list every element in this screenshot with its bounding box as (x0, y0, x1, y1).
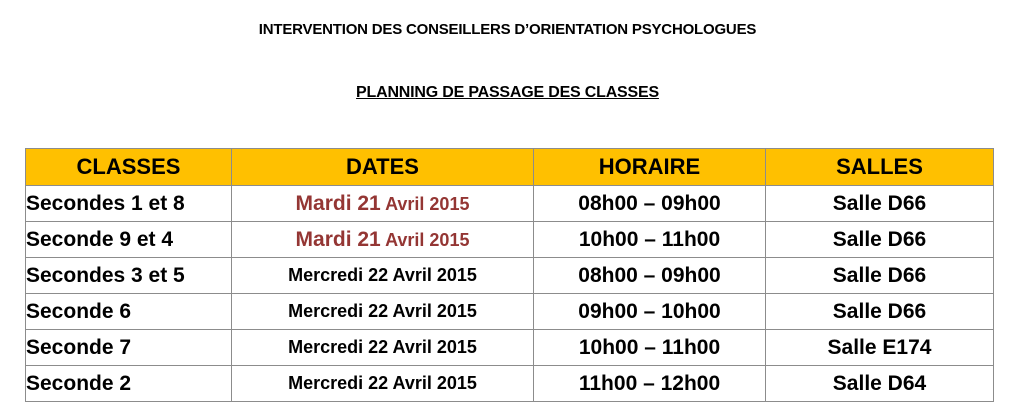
cell-classe: Secondes 3 et 5 (26, 258, 232, 294)
cell-horaire: 08h00 – 09h00 (534, 258, 766, 294)
date-rest: Avril 2015 (380, 229, 470, 250)
cell-horaire: 10h00 – 11h00 (534, 330, 766, 366)
cell-date (232, 258, 534, 294)
date-main: Mercredi 22 Avril 2015 (288, 265, 477, 285)
cell-horaire: 09h00 – 10h00 (534, 294, 766, 330)
date-main: Mercredi 22 Avril 2015 (288, 337, 477, 357)
cell-date (232, 294, 534, 330)
cell-salle: Salle D66 (766, 186, 994, 222)
date-rest: Avril 2015 (380, 193, 470, 214)
table-row (26, 186, 994, 222)
cell-date (232, 366, 534, 402)
cell-salle: Salle D66 (766, 294, 994, 330)
cell-salle: Salle D64 (766, 366, 994, 402)
cell-date (232, 222, 534, 258)
cell-salle: Salle E174 (766, 330, 994, 366)
cell-salle: Salle D66 (766, 258, 994, 294)
document-subtitle: PLANNING DE PASSAGE DES CLASSES (356, 84, 659, 101)
cell-classe: Seconde 9 et 4 (26, 222, 232, 258)
cell-salle: Salle D66 (766, 222, 994, 258)
cell-horaire: 11h00 – 12h00 (534, 366, 766, 402)
column-header-salles: SALLES (766, 149, 994, 186)
table-row (26, 330, 994, 366)
cell-classe: Seconde 7 (26, 330, 232, 366)
cell-classe: Seconde 2 (26, 366, 232, 402)
column-header-dates: DATES (232, 149, 534, 186)
column-header-classes: CLASSES (26, 149, 232, 186)
document-title: INTERVENTION DES CONSEILLERS D’ORIENTATION PSYCHOLOGUES (258, 21, 757, 38)
cell-date (232, 186, 534, 222)
cell-classe: Secondes 1 et 8 (26, 186, 232, 222)
cell-classe: Seconde 6 (26, 294, 232, 330)
cell-horaire: 08h00 – 09h00 (534, 186, 766, 222)
cell-horaire: 10h00 – 11h00 (534, 222, 766, 258)
date-main: Mercredi 22 Avril 2015 (288, 373, 477, 393)
table-header-row (26, 149, 994, 186)
cell-date (232, 330, 534, 366)
table-row (26, 258, 994, 294)
column-header-horaire: HORAIRE (534, 149, 766, 186)
date-main: Mercredi 22 Avril 2015 (288, 301, 477, 321)
table-row (26, 222, 994, 258)
table-row (26, 294, 994, 330)
table-row (26, 366, 994, 402)
date-main: Mardi 21 (295, 227, 381, 251)
schedule-table (25, 148, 994, 402)
date-main: Mardi 21 (295, 191, 381, 215)
